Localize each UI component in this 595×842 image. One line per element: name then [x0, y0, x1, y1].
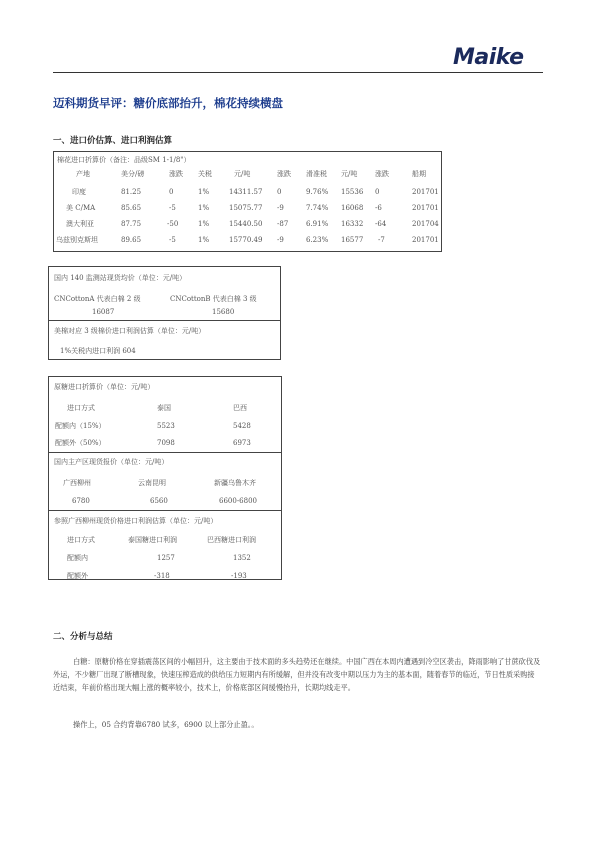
table-cell: 201701 — [412, 236, 439, 244]
table-cell: 16332 — [341, 220, 364, 228]
domestic-cotton-box — [48, 266, 281, 360]
sugar-domestic-header: 广西柳州 — [63, 479, 91, 487]
sugar-domestic-header: 新疆乌鲁木齐 — [214, 479, 256, 487]
table-cell: 5523 — [157, 422, 175, 430]
table-cell: 1352 — [233, 554, 251, 562]
table-cell: -50 — [167, 220, 179, 228]
table-cell: 15536 — [341, 188, 364, 196]
table-cell: 0 — [169, 188, 174, 196]
table-cell: -6 — [375, 204, 382, 212]
domestic-cotton-title: 国内 140 监测站现货均价（单位：元/吨） — [54, 274, 187, 282]
header-cell: 元/吨 — [341, 170, 358, 178]
header-cell: 涨跌 — [277, 170, 291, 178]
header-cell: 美分/磅 — [121, 170, 145, 178]
sugar-profit-header: 进口方式 — [67, 536, 95, 544]
table-cell: 16068 — [341, 204, 364, 212]
cotton-a-value: 16087 — [92, 308, 115, 316]
table-cell: 15440.50 — [229, 220, 263, 228]
header-cell: 滑准税 — [306, 170, 327, 178]
table-cell: -87 — [277, 220, 289, 228]
table-row — [54, 185, 443, 199]
sugar-import-header: 巴西 — [233, 404, 247, 412]
strategy-paragraph: 操作上，05 合约背靠6780 试多，6900 以上部分止盈。。 — [73, 720, 259, 729]
cotton-header-row — [54, 167, 443, 181]
table-cell: 201701 — [412, 188, 439, 196]
sugar-profit-title: 参照广西柳州现货价格进口利润估算（单位：元/吨） — [54, 517, 218, 525]
header-cell: 涨跌 — [375, 170, 389, 178]
table-cell: 7098 — [157, 439, 175, 447]
table-cell: -9 — [277, 236, 284, 244]
table-cell: 配额内（15%） — [55, 422, 106, 430]
table-cell: 1% — [198, 220, 210, 228]
sugar-domestic-value: 6560 — [150, 497, 168, 505]
table-cell: 6.23% — [306, 236, 329, 244]
table-cell: -9 — [277, 204, 284, 212]
table-cell: 0 — [277, 188, 282, 196]
sugar-price-box — [48, 376, 282, 580]
analysis-paragraph: 白糖：原糖价格在穿插震荡区间的小幅回升，这主要由于技术面的多头趋势还在继续。中国广西在本周内遭遇到冷空区袭击，降雨影响了甘蔗砍伐及外运，不少糖厂出现了断槽现象，快速压榨造成的供给压力短期内有所缓解，但并没有改变中期以压力为主的基本面，随着春节的临近，节日性质采购接近结束，年前价格出现大幅上涨的概率较小，技术上，价格底部区间缓慢抬升，长期均线走平。 — [53, 657, 541, 692]
table-cell: 15075.77 — [229, 204, 263, 212]
logo-text: Maike — [453, 45, 524, 70]
sugar-domestic-header: 云南昆明 — [138, 479, 166, 487]
table-row — [54, 233, 443, 247]
header-cell: 船期 — [412, 170, 426, 178]
table-cell: 5428 — [233, 422, 251, 430]
cotton-import-title: 棉花进口折算价（备注：品级SM 1-1/8"） — [57, 156, 191, 164]
cotton-import-table — [53, 151, 442, 252]
table-cell: -318 — [154, 572, 170, 580]
sugar-import-title: 原糖进口折算价（单位：元/吨） — [54, 383, 155, 391]
table-cell: 6973 — [233, 439, 251, 447]
table-cell: 1257 — [157, 554, 175, 562]
header-divider — [53, 72, 543, 73]
sugar-domestic-value: 6600-6800 — [219, 497, 257, 505]
table-cell: 15770.49 — [229, 236, 263, 244]
table-cell: 87.75 — [121, 220, 142, 228]
cotton-b-value: 15680 — [212, 308, 235, 316]
table-cell: -193 — [231, 572, 247, 580]
table-cell: 配额外（50%） — [55, 439, 106, 447]
sugar-import-header: 进口方式 — [67, 404, 95, 412]
divider — [49, 510, 281, 511]
sugar-profit-header: 巴西糖进口利润 — [207, 536, 256, 544]
table-cell: -5 — [169, 204, 176, 212]
table-cell: 乌兹别克斯坦 — [56, 236, 98, 244]
section-2-title: 二、分析与总结 — [53, 632, 113, 642]
table-cell: 201704 — [412, 220, 439, 228]
table-cell: 配额内 — [67, 554, 88, 562]
table-cell: 1% — [198, 188, 210, 196]
table-cell: -64 — [375, 220, 387, 228]
table-cell: 1% — [198, 204, 210, 212]
table-cell: -5 — [169, 236, 176, 244]
sugar-domestic-value: 6780 — [72, 497, 90, 505]
table-cell: 澳大利亚 — [66, 220, 94, 228]
table-cell: 85.65 — [121, 204, 142, 212]
maike-logo — [453, 44, 541, 72]
section-1-title: 一、进口价估算、进口利润估算 — [53, 136, 173, 146]
header-cell: 涨跌 — [169, 170, 183, 178]
cotton-b-label: CNCottonB 代表白棉 3 级 — [170, 295, 257, 303]
sugar-profit-header: 泰国糖进口利润 — [128, 536, 177, 544]
cotton-profit-title: 美棉对应 3 级棉价进口利润估算（单位：元/吨） — [54, 327, 206, 335]
document-title: 迈科期货早评：糖价底部抬升，棉花持续横盘 — [53, 96, 283, 110]
table-cell: 1% — [198, 236, 210, 244]
divider — [49, 320, 280, 321]
table-row — [54, 217, 443, 231]
header-cell: 产地 — [76, 170, 90, 178]
divider — [49, 452, 281, 453]
table-cell: 89.65 — [121, 236, 142, 244]
table-cell: 14311.57 — [229, 188, 263, 196]
header-cell: 元/吨 — [234, 170, 251, 178]
sugar-domestic-title: 国内主产区现货报价（单位：元/吨） — [54, 458, 169, 466]
table-cell: -7 — [378, 236, 385, 244]
table-row — [54, 201, 443, 215]
table-cell: 81.25 — [121, 188, 142, 196]
table-cell: 配额外 — [67, 572, 88, 580]
header-cell: 关税 — [198, 170, 212, 178]
table-cell: 201701 — [412, 204, 439, 212]
table-cell: 16577 — [341, 236, 364, 244]
table-cell: 0 — [375, 188, 380, 196]
table-cell: 7.74% — [306, 204, 329, 212]
sugar-import-header: 泰国 — [157, 404, 171, 412]
cotton-a-label: CNCottonA 代表白棉 2 级 — [54, 295, 141, 303]
table-cell: 9.76% — [306, 188, 329, 196]
table-cell: 6.91% — [306, 220, 329, 228]
table-cell: 印度 — [72, 188, 86, 196]
cotton-profit-text: 1%关税内进口利润 604 — [60, 347, 136, 355]
table-cell: 美 C/MA — [66, 204, 96, 212]
